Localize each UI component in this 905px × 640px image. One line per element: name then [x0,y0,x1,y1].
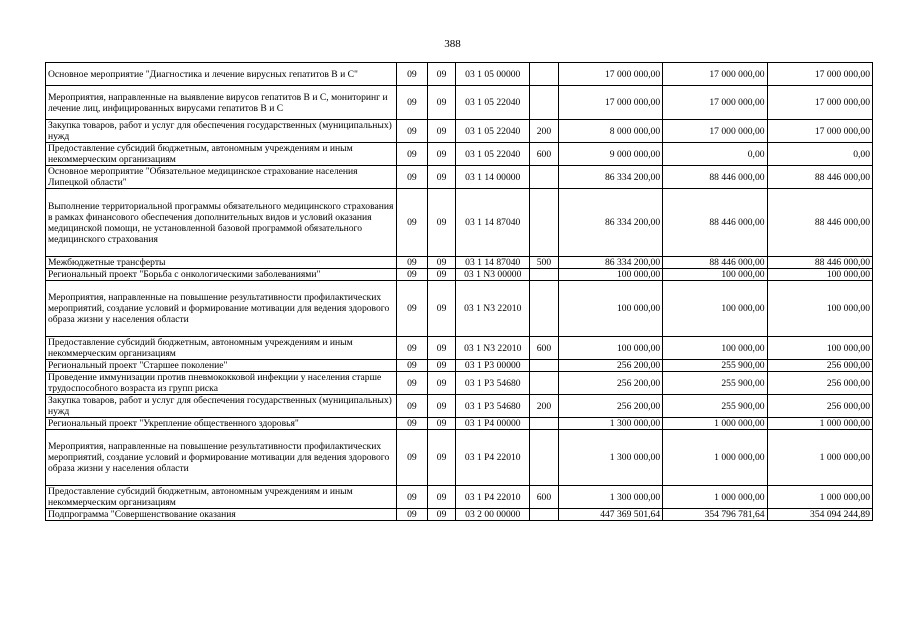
subsection-code: 09 [427,120,456,143]
section-code: 09 [397,257,428,269]
table-row [46,143,873,166]
row-name: Региональный проект "Укрепление общественного здоровья" [46,418,397,430]
expense-type-code [530,63,559,86]
amount-year-1: 256 200,00 [558,395,662,418]
amount-year-2: 354 796 781,64 [663,509,767,521]
target-item-code: 03 1 N3 22010 [456,281,530,337]
section-code: 09 [397,86,428,120]
section-code: 09 [397,337,428,360]
table-row [46,63,873,86]
row-name: Мероприятия, направленные на повышение результативности профилактических мероприятий, создание условий и формирование мотивации для ведения здорового образа жизни у населения области [46,281,397,337]
row-name: Мероприятия, направленные на выявление вирусов гепатитов В и С, мониторинг и лечение лиц, инфицированных вирусами гепатитов В и С [46,86,397,120]
budget-table-body [46,63,873,521]
expense-type-code [530,360,559,372]
target-item-code: 03 1 14 00000 [456,166,530,189]
table-row [46,337,873,360]
table-row [46,189,873,257]
subsection-code: 09 [427,372,456,395]
amount-year-3: 17 000 000,00 [767,63,872,86]
amount-year-2: 88 446 000,00 [663,189,767,257]
amount-year-2: 100 000,00 [663,337,767,360]
section-code: 09 [397,430,428,486]
amount-year-1: 9 000 000,00 [558,143,662,166]
amount-year-2: 255 900,00 [663,360,767,372]
subsection-code: 09 [427,143,456,166]
table-row [46,257,873,269]
target-item-code: 03 1 05 00000 [456,63,530,86]
amount-year-3: 1 000 000,00 [767,486,872,509]
subsection-code: 09 [427,257,456,269]
table-row [46,269,873,281]
expense-type-code [530,281,559,337]
subsection-code: 09 [427,166,456,189]
row-name: Подпрограмма "Совершенствование оказания [46,509,397,521]
target-item-code: 03 1 P4 22010 [456,430,530,486]
target-item-code: 03 1 05 22040 [456,143,530,166]
amount-year-3: 0,00 [767,143,872,166]
amount-year-1: 447 369 501,64 [558,509,662,521]
expense-type-code: 200 [530,395,559,418]
row-name: Основное мероприятие "Диагностика и лечение вирусных гепатитов В и С" [46,63,397,86]
row-name: Предоставление субсидий бюджетным, автономным учреждениям и иным некоммерческим организациям [46,143,397,166]
amount-year-1: 100 000,00 [558,269,662,281]
table-row [46,395,873,418]
row-name: Основное мероприятие "Обязательное медицинское страхование населения Липецкой области" [46,166,397,189]
amount-year-2: 17 000 000,00 [663,120,767,143]
row-name: Закупка товаров, работ и услуг для обеспечения государственных (муниципальных) нужд [46,395,397,418]
target-item-code: 03 1 05 22040 [456,120,530,143]
table-row [46,360,873,372]
expense-type-code [530,372,559,395]
expense-type-code: 500 [530,257,559,269]
section-code: 09 [397,418,428,430]
amount-year-3: 17 000 000,00 [767,86,872,120]
amount-year-3: 100 000,00 [767,281,872,337]
target-item-code: 03 1 N3 00000 [456,269,530,281]
amount-year-1: 8 000 000,00 [558,120,662,143]
amount-year-2: 255 900,00 [663,395,767,418]
expense-type-code: 600 [530,143,559,166]
amount-year-2: 1 000 000,00 [663,486,767,509]
target-item-code: 03 1 P4 00000 [456,418,530,430]
amount-year-3: 256 000,00 [767,395,872,418]
amount-year-3: 256 000,00 [767,372,872,395]
amount-year-1: 256 200,00 [558,360,662,372]
amount-year-2: 88 446 000,00 [663,166,767,189]
row-name: Предоставление субсидий бюджетным, автономным учреждениям и иным некоммерческим организациям [46,486,397,509]
table-row [46,86,873,120]
table-row [46,120,873,143]
amount-year-1: 86 334 200,00 [558,166,662,189]
amount-year-1: 86 334 200,00 [558,189,662,257]
amount-year-3: 1 000 000,00 [767,418,872,430]
subsection-code: 09 [427,418,456,430]
subsection-code: 09 [427,86,456,120]
subsection-code: 09 [427,360,456,372]
amount-year-3: 88 446 000,00 [767,189,872,257]
subsection-code: 09 [427,189,456,257]
table-row [46,430,873,486]
amount-year-1: 100 000,00 [558,337,662,360]
amount-year-3: 88 446 000,00 [767,166,872,189]
table-row [46,486,873,509]
row-name: Региональный проект "Борьба с онкологическими заболеваниями" [46,269,397,281]
amount-year-1: 100 000,00 [558,281,662,337]
expense-type-code: 600 [530,337,559,360]
section-code: 09 [397,486,428,509]
section-code: 09 [397,120,428,143]
page-number: 388 [444,38,461,50]
row-name: Закупка товаров, работ и услуг для обеспечения государственных (муниципальных) нужд [46,120,397,143]
table-row [46,418,873,430]
amount-year-3: 100 000,00 [767,269,872,281]
expense-type-code [530,269,559,281]
amount-year-2: 0,00 [663,143,767,166]
subsection-code: 09 [427,486,456,509]
section-code: 09 [397,166,428,189]
amount-year-2: 88 446 000,00 [663,257,767,269]
amount-year-1: 17 000 000,00 [558,63,662,86]
target-item-code: 03 1 P3 54680 [456,372,530,395]
subsection-code: 09 [427,281,456,337]
section-code: 09 [397,509,428,521]
row-name: Мероприятия, направленные на повышение результативности профилактических мероприятий, создание условий и формирование мотивации для ведения здорового образа жизни у населения области [46,430,397,486]
amount-year-2: 100 000,00 [663,269,767,281]
target-item-code: 03 1 P4 22010 [456,486,530,509]
amount-year-3: 256 000,00 [767,360,872,372]
amount-year-2: 1 000 000,00 [663,430,767,486]
expense-type-code [530,430,559,486]
amount-year-1: 1 300 000,00 [558,430,662,486]
section-code: 09 [397,63,428,86]
expense-type-code: 200 [530,120,559,143]
section-code: 09 [397,395,428,418]
amount-year-3: 354 094 244,89 [767,509,872,521]
amount-year-2: 17 000 000,00 [663,86,767,120]
row-name: Межбюджетные трансферты [46,257,397,269]
subsection-code: 09 [427,430,456,486]
amount-year-1: 1 300 000,00 [558,418,662,430]
amount-year-1: 256 200,00 [558,372,662,395]
expense-type-code [530,189,559,257]
table-row [46,166,873,189]
section-code: 09 [397,372,428,395]
amount-year-2: 100 000,00 [663,281,767,337]
subsection-code: 09 [427,395,456,418]
target-item-code: 03 2 00 00000 [456,509,530,521]
amount-year-1: 17 000 000,00 [558,86,662,120]
target-item-code: 03 1 14 87040 [456,257,530,269]
section-code: 09 [397,189,428,257]
row-name: Предоставление субсидий бюджетным, автономным учреждениям и иным некоммерческим организациям [46,337,397,360]
subsection-code: 09 [427,269,456,281]
expense-type-code [530,166,559,189]
section-code: 09 [397,360,428,372]
subsection-code: 09 [427,63,456,86]
target-item-code: 03 1 05 22040 [456,86,530,120]
expense-type-code: 600 [530,486,559,509]
amount-year-3: 1 000 000,00 [767,430,872,486]
row-name: Выполнение территориальной программы обязательного медицинского страхования в рамках финансового обеспечения дополнительных видов и условий оказания медицинской помощи, не установленной базовой программой обязательного медицинского страхования [46,189,397,257]
amount-year-2: 17 000 000,00 [663,63,767,86]
budget-table [45,62,873,521]
amount-year-1: 86 334 200,00 [558,257,662,269]
amount-year-3: 17 000 000,00 [767,120,872,143]
expense-type-code [530,418,559,430]
amount-year-2: 255 900,00 [663,372,767,395]
section-code: 09 [397,143,428,166]
expense-type-code [530,86,559,120]
table-row [46,372,873,395]
amount-year-3: 88 446 000,00 [767,257,872,269]
table-row [46,281,873,337]
amount-year-1: 1 300 000,00 [558,486,662,509]
amount-year-3: 100 000,00 [767,337,872,360]
row-name: Проведение иммунизации против пневмококковой инфекции у населения старше трудоспособного возраста из групп риска [46,372,397,395]
amount-year-2: 1 000 000,00 [663,418,767,430]
target-item-code: 03 1 P3 54680 [456,395,530,418]
subsection-code: 09 [427,509,456,521]
section-code: 09 [397,281,428,337]
row-name: Региональный проект "Старшее поколение" [46,360,397,372]
target-item-code: 03 1 P3 00000 [456,360,530,372]
section-code: 09 [397,269,428,281]
subsection-code: 09 [427,337,456,360]
table-row [46,509,873,521]
target-item-code: 03 1 14 87040 [456,189,530,257]
target-item-code: 03 1 N3 22010 [456,337,530,360]
expense-type-code [530,509,559,521]
